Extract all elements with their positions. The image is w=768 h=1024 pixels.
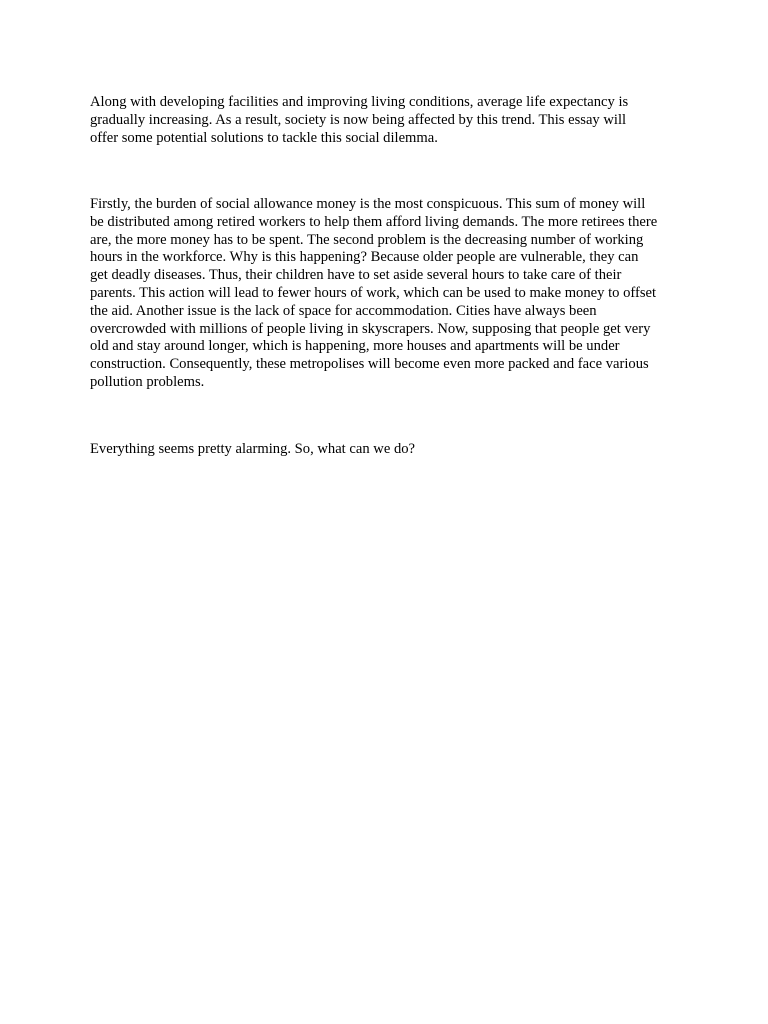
paragraph-line: parents. This action will lead to fewer hours of work, which can be used to make money to offset (90, 284, 657, 301)
paragraph-intro (90, 94, 682, 147)
paragraph-body (90, 196, 682, 392)
paragraph-line: be distributed among retired workers to help them afford living demands. The more retirees there (90, 213, 658, 230)
paragraph-line: hours in the workforce. Why is this happening? Because older people are vulnerable, they can (90, 249, 639, 266)
paragraph-line: overcrowded with millions of people living in skyscrapers. Now, supposing that people get very (90, 320, 651, 337)
paragraph-line: are, the more money has to be spent. The second problem is the decreasing number of working (90, 231, 644, 248)
paragraph-line: Everything seems pretty alarming. So, what can we do? (90, 441, 416, 457)
paragraph-line: the aid. Another issue is the lack of space for accommodation. Cities have always been (90, 302, 597, 319)
paragraph-line: get deadly diseases. Thus, their children have to set aside several hours to take care of their (90, 267, 622, 284)
paragraph-question (90, 441, 682, 459)
paragraph-line: Along with developing facilities and improving living conditions, average life expectancy is (90, 94, 629, 110)
paragraph-line: construction. Consequently, these metropolises will become even more packed and face various (90, 356, 649, 373)
paragraph-line: gradually increasing. As a result, society is now being affected by this trend. This essay will (90, 111, 627, 128)
paragraph-line: old and stay around longer, which is happening, more houses and apartments will be under (90, 338, 620, 355)
paragraph-line: offer some potential solutions to tackle this social dilemma. (90, 129, 438, 146)
paragraph-line: pollution problems. (90, 373, 205, 390)
paragraph-line: Firstly, the burden of social allowance money is the most conspicuous. This sum of money will (90, 196, 646, 212)
